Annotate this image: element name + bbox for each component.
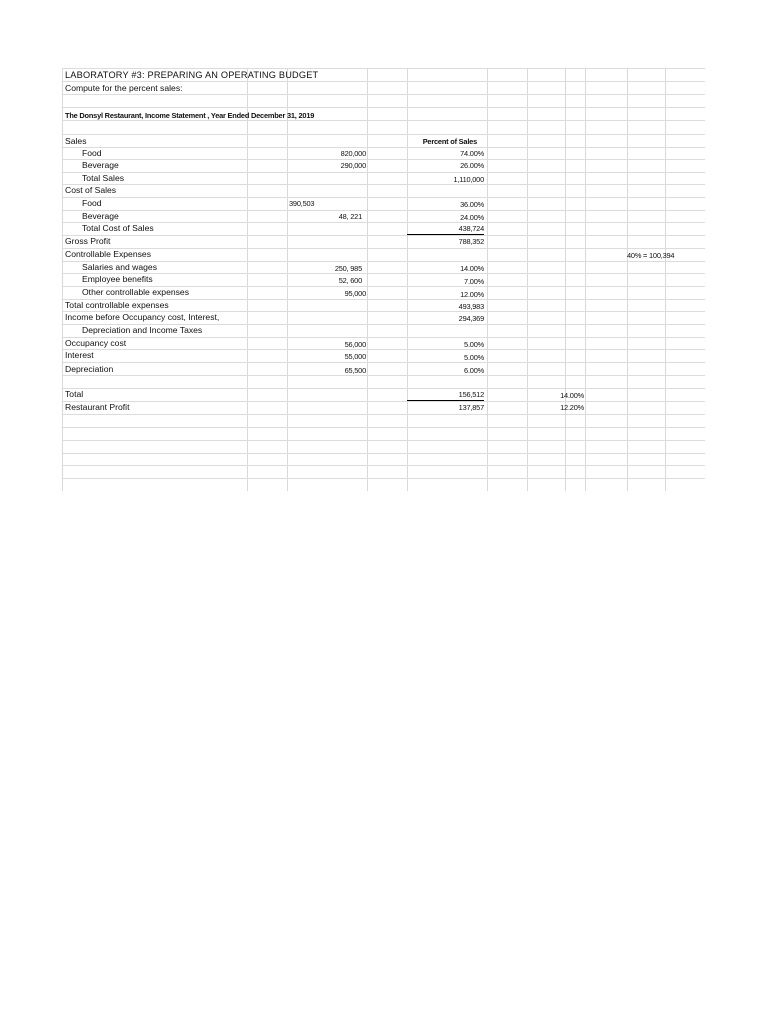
income-before-value: 294,369 xyxy=(458,314,484,323)
benefits-percent: 7.00% xyxy=(464,277,484,286)
interest-amount: 55,000 xyxy=(344,352,366,361)
lab-title: LABORATORY #3: PREPARING AN OPERATING BUDGET xyxy=(65,70,319,80)
cos-food-percent: 36.00% xyxy=(460,200,484,209)
income-before-label-cont: Depreciation and Income Taxes xyxy=(82,325,203,335)
total-cos-value: 438,724 xyxy=(407,223,484,235)
total-percent: 14.00% xyxy=(560,391,584,400)
spreadsheet xyxy=(62,68,705,491)
total-label: Total xyxy=(65,389,84,399)
income-before-label: Income before Occupancy cost, Interest, xyxy=(65,312,220,322)
interest-label: Interest xyxy=(65,350,94,360)
beverage-label: Beverage xyxy=(82,160,119,170)
salaries-percent: 14.00% xyxy=(460,264,484,273)
sheet-gridlines xyxy=(62,68,705,491)
occupancy-percent: 5.00% xyxy=(464,340,484,349)
forty-percent-note: 40% = 100,394 xyxy=(627,251,675,260)
total-value: 156,512 xyxy=(407,389,484,401)
controllable-expenses-label: Controllable Expenses xyxy=(65,249,151,259)
other-amount: 95,000 xyxy=(344,289,366,298)
food-amount: 820,000 xyxy=(340,149,366,158)
interest-percent: 5.00% xyxy=(464,353,484,362)
occupancy-label: Occupancy cost xyxy=(65,338,127,348)
cos-food-amount: 390,503 xyxy=(289,199,315,208)
total-sales-value: 1,110,000 xyxy=(453,175,484,184)
food-percent: 74.00% xyxy=(460,149,484,158)
instruction-text: Compute for the percent sales: xyxy=(65,83,183,93)
depreciation-amount: 65,500 xyxy=(344,366,366,375)
food-label: Food xyxy=(82,148,102,158)
benefits-amount: 52, 600 xyxy=(338,276,362,285)
cos-beverage-percent: 24.00% xyxy=(460,213,484,222)
sales-label: Sales xyxy=(65,136,87,146)
total-sales-label: Total Sales xyxy=(82,173,125,183)
beverage-percent: 26.00% xyxy=(460,161,484,170)
other-percent: 12.00% xyxy=(460,290,484,299)
cos-beverage-label: Beverage xyxy=(82,211,119,221)
salaries-amount: 250, 985 xyxy=(334,264,362,273)
percent-of-sales-header: Percent of Sales xyxy=(422,137,477,146)
cos-food-label: Food xyxy=(82,198,102,208)
occupancy-amount: 56,000 xyxy=(344,340,366,349)
depreciation-label: Depreciation xyxy=(65,364,114,374)
cos-beverage-amount: 48, 221 xyxy=(338,212,362,221)
salaries-label: Salaries and wages xyxy=(82,262,158,272)
cost-of-sales-label: Cost of Sales xyxy=(65,185,117,195)
statement-title: The Donsyl Restaurant, Income Statement , Year Ended December 31, 2019 xyxy=(65,111,315,120)
gross-profit-label: Gross Profit xyxy=(65,236,111,246)
restaurant-profit-label: Restaurant Profit xyxy=(65,402,130,412)
restaurant-profit-percent: 12.20% xyxy=(560,403,584,412)
other-label: Other controllable expenses xyxy=(82,287,190,297)
gross-profit-value: 788,352 xyxy=(458,237,484,246)
beverage-amount: 290,000 xyxy=(340,161,366,170)
restaurant-profit-value: 137,857 xyxy=(458,403,484,412)
depreciation-percent: 6.00% xyxy=(464,366,484,375)
total-cos-label: Total Cost of Sales xyxy=(82,223,154,233)
total-controllable-label: Total controllable expenses xyxy=(65,300,169,310)
total-controllable-value: 493,983 xyxy=(458,302,484,311)
benefits-label: Employee benefits xyxy=(82,274,153,284)
